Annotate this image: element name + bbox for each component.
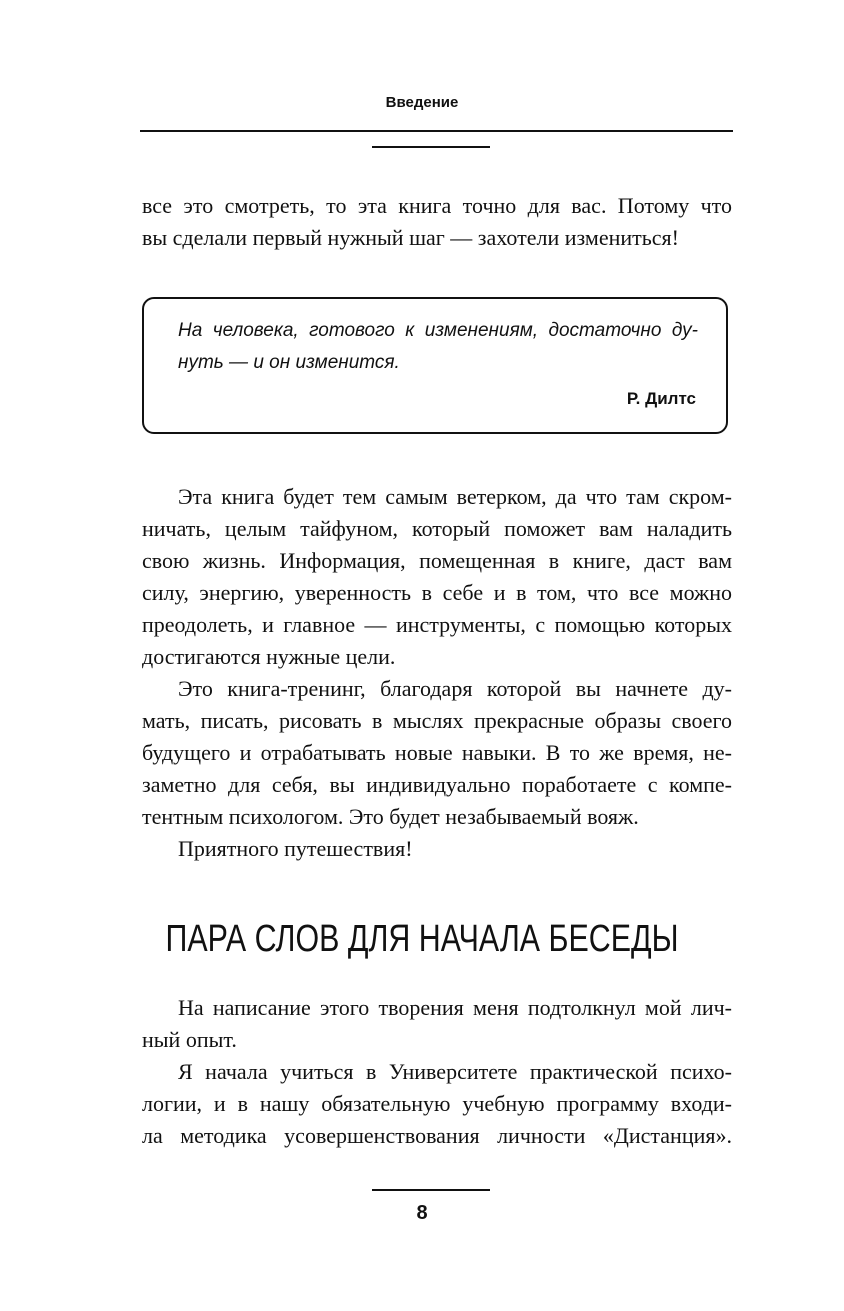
text-line: вы сделали первый нужный шаг — захотели измениться! [142,225,680,250]
text-line: тентным психологом. Это будет незабываемый вояж. [142,804,639,829]
text-line: логии, и в нашу обязательную учебную программу входи- [142,1091,732,1116]
text-line: Я начала учиться в Университете практической психо- [178,1059,732,1084]
section-text [142,992,732,1152]
text-line: ничать, целым тайфуном, который поможет вам наладить [142,516,732,541]
text-line: На написание этого творения меня подтолкнул мой лич- [178,995,732,1020]
page-number: 8 [416,1202,428,1224]
text-line: все это смотреть, то эта книга точно для вас. Потому что [142,193,732,218]
header-short-rule [372,146,490,148]
text-line: заметно для себя, вы индивидуально поработаете с компе- [142,772,732,797]
intro-text [142,190,732,254]
text-line: ный опыт. [142,1027,237,1052]
text-line: Эта книга будет тем самым ветерком, да что там скром- [178,484,732,509]
quote-line: нуть — и он изменится. [178,352,400,373]
text-line: будущего и отрабатывать новые навыки. В то же время, не- [142,740,732,765]
text-line: ла методика усовершенствования личности «Дистанция». [142,1123,732,1148]
body-text [142,481,732,865]
text-line: Это книга-тренинг, благодаря которой вы начнете ду- [178,676,732,701]
epigraph-box [142,297,728,434]
quote-line: На человека, готового к изменениям, достаточно ду- [178,320,698,341]
text-line: Приятного путешествия! [178,836,413,861]
epigraph-text [178,315,698,379]
footer-rule [372,1189,490,1191]
text-line: свою жизнь. Информация, помещенная в книге, даст вам [142,548,732,573]
text-line: силу, энергию, уверенность в себе и в том, что все можно [142,580,732,605]
header-rule [140,130,733,132]
epigraph-author: Р. Дилтс [626,389,696,408]
text-line: достигаются нужные цели. [142,644,396,669]
section-heading: ПАРА СЛОВ ДЛЯ НАЧАЛА БЕСЕДЫ [165,918,679,960]
running-header: Введение [385,94,459,111]
text-line: преодолеть, и главное — инструменты, с помощью которых [142,612,732,637]
text-line: мать, писать, рисовать в мыслях прекрасные образы своего [142,708,732,733]
